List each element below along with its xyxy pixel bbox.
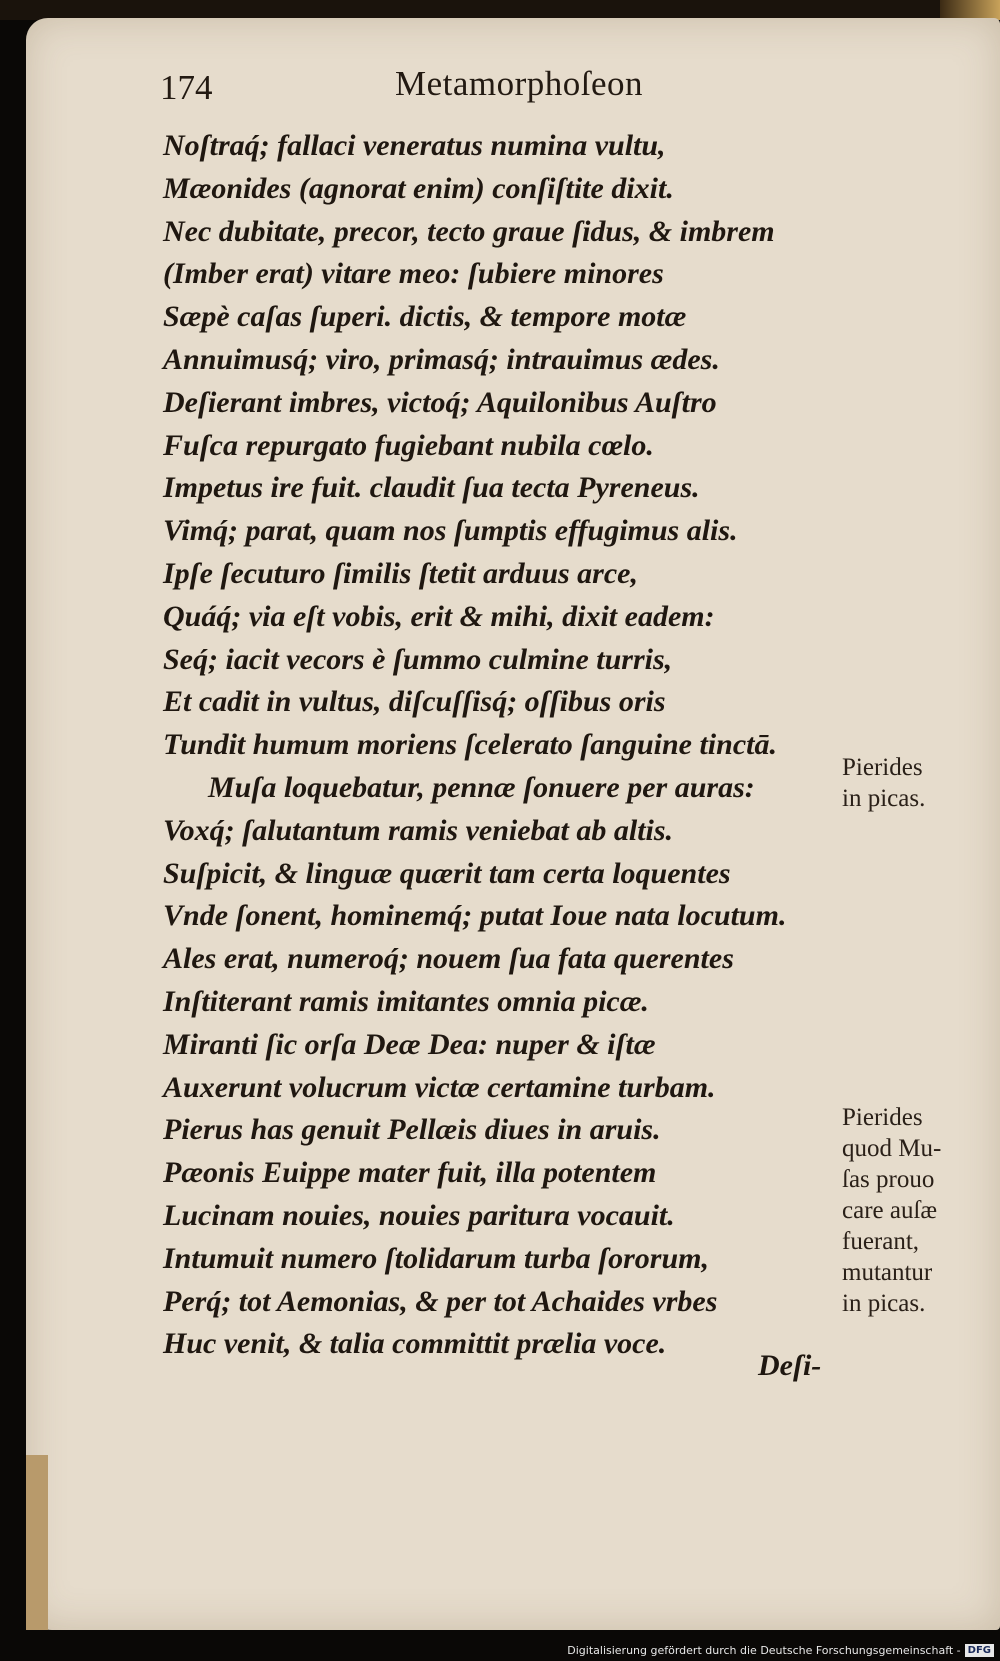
verse-line: Suſpicit, & linguæ quærit tam certa loquentes: [163, 856, 731, 890]
marginal-note-line: in picas.: [842, 1290, 926, 1317]
verse-line: Deſierant imbres, victoq́; Aquilonibus Auſtro: [163, 385, 717, 419]
verse-line: Fuſca repurgato fugiebant nubila cœlo.: [163, 428, 654, 462]
verse-line: Perq́; tot Aemonias, & per tot Achaides vrbes: [163, 1284, 718, 1318]
verse-line: Pæonis Euippe mater fuit, illa potentem: [163, 1156, 657, 1190]
running-title: Metamorphoſeon: [395, 64, 644, 103]
verse-line: Inſtiterant ramis imitantes omnia picæ.: [163, 984, 649, 1018]
verse-line: Ipſe ſecuturo ſimilis ſtetit arduus arce,: [163, 556, 638, 590]
verse-line: Sæpè caſas ſuperi. dictis, & tempore motæ: [163, 300, 687, 334]
verse-line: Et cadit in vultus, diſcuſſisq́; oſſibus oris: [163, 685, 666, 719]
marginal-note-line: Pierides: [842, 754, 923, 781]
verse-line: Seq́; iacit vecors è ſummo culmine turris,: [163, 642, 673, 676]
verse-line: Pierus has genuit Pellæis diues in aruis.: [163, 1113, 661, 1147]
verse-line-indented: Muſa loquebatur, pennæ ſonuere per auras:: [208, 770, 755, 804]
verse-line: (Imber erat) vitare meo: ſubiere minores: [163, 257, 664, 291]
verse-line: Noſtraq́; fallaci veneratus numina vultu,: [163, 129, 666, 162]
verse-line: Lucinam nouies, nouies paritura vocauit.: [163, 1198, 675, 1232]
verse-line: Huc venit, & talia committit prælia voce.: [163, 1327, 667, 1361]
catchword: Deſi-: [758, 1349, 822, 1382]
marginal-note-line: in picas.: [842, 785, 926, 812]
verse-line: Intumuit numero ſtolidarum turba ſororum,: [163, 1241, 710, 1275]
page-edge-stain: [26, 1455, 48, 1630]
marginal-note-line: Pierides: [842, 1104, 923, 1131]
verse-line: Ales erat, numeroq́; nouem ſua fata querentes: [163, 942, 734, 976]
page-number: 174: [160, 68, 213, 107]
marginal-note-line: fuerant,: [842, 1228, 920, 1255]
verse-line: Tundit humum moriens ſcelerato ſanguine tinctā.: [163, 728, 777, 762]
top-dark-border: [0, 0, 1000, 20]
marginal-note-line: mutantur: [842, 1259, 933, 1286]
verse-line: Auxerunt volucrum victæ certamine turbam.: [163, 1070, 716, 1104]
verse-list: [163, 125, 843, 1366]
verse-line: Nec dubitate, precor, tecto graue ſidus, & imbrem: [163, 214, 775, 248]
marginal-note: [842, 1102, 982, 1319]
footer-credit-text: Digitalisierung gefördert durch die Deutsche Forschungsgemeinschaft -: [567, 1644, 961, 1657]
verse-line: Vnde ſonent, hominemq́; putat Ioue nata locutum.: [163, 899, 787, 933]
marginal-note-line: care auſæ: [842, 1197, 938, 1224]
verse-line: Voxq́; ſalutantum ramis veniebat ab altis.: [163, 813, 674, 847]
verse-line: Mæonides (agnorat enim) conſiſtite dixit.: [163, 171, 674, 205]
verse-line: Vimq́; parat, quam nos ſumptis effugimus alis.: [163, 514, 738, 548]
marginal-note: [842, 752, 982, 814]
verse-line: Impetus ire fuit. claudit ſua tecta Pyreneus.: [163, 471, 700, 505]
verse-line: Miranti ſic orſa Deæ Dea: nuper & iſtæ: [163, 1027, 656, 1061]
digitization-footer: [567, 1644, 994, 1657]
verse-line: Quáq́; via eſt vobis, erit & mihi, dixit eadem:: [163, 599, 715, 633]
top-corner-ornament: [940, 0, 1000, 20]
dfg-logo: DFG: [965, 1644, 994, 1657]
verse-line: Annuimusq́; viro, primasq́; intrauimus ædes.: [163, 342, 720, 376]
marginal-note-line: quod Mu-: [842, 1135, 942, 1162]
marginal-note-line: ſas prouo: [842, 1166, 935, 1193]
